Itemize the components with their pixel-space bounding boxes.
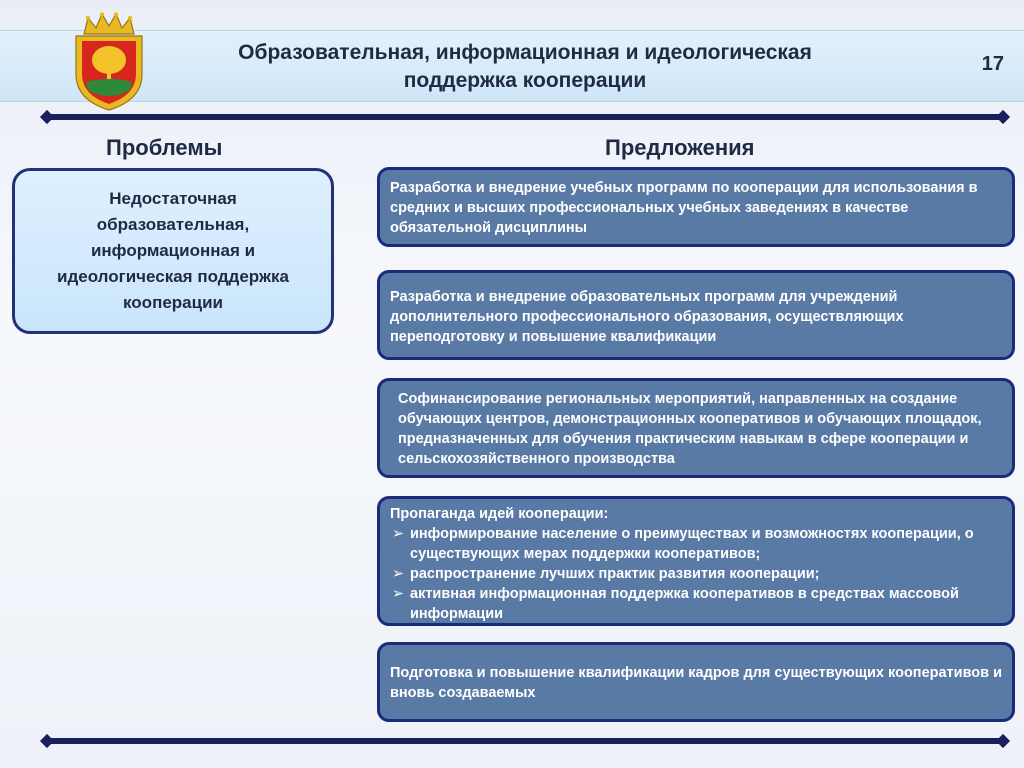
proposal-3-text: Софинансирование региональных мероприятий, направленных на создание обучающих центров, демонстрационных кооперативов и обучающих площадок, предназначенных для обучения практическим навыкам в сфере кооперации и сельскохозяйственного производства xyxy=(398,391,982,467)
proposal-4-list xyxy=(390,524,1002,624)
proposal-1 xyxy=(377,167,1015,247)
title-banner xyxy=(0,30,1024,102)
top-divider-right-diamond xyxy=(996,110,1010,124)
bottom-divider-left-diamond xyxy=(40,734,54,748)
top-divider xyxy=(48,114,1002,120)
problems-heading: Проблемы xyxy=(106,135,223,160)
proposal-4-item-1: информирование население о преимуществах и возможностях кооперации, о существующих мерах поддержки кооперативов; xyxy=(410,526,974,562)
top-divider-left-diamond xyxy=(40,110,54,124)
list-item xyxy=(390,584,1002,624)
list-item xyxy=(390,564,1002,584)
page-title-line-1: Образовательная, информационная и идеологическая xyxy=(238,41,812,64)
proposal-4 xyxy=(377,496,1015,626)
list-item xyxy=(390,524,1002,564)
proposal-4-intro: Пропаганда идей кооперации: xyxy=(390,506,609,522)
proposal-3 xyxy=(377,378,1015,478)
coat-of-arms-icon xyxy=(70,12,148,112)
proposal-2-text: Разработка и внедрение образовательных программ для учреждений дополнительного профессионального образования, осуществляющих переподготовку и повышение квалификации xyxy=(390,289,904,345)
proposal-2 xyxy=(377,270,1015,360)
chevron-right-icon: ➢ xyxy=(392,526,405,542)
proposal-4-item-2: распространение лучших практик развития кооперации; xyxy=(410,566,820,582)
problem-text: Недостаточная образовательная, информационная и идеологическая поддержка кооперации xyxy=(57,189,289,312)
page-title-line-2: поддержка кооперации xyxy=(403,69,647,92)
chevron-right-icon: ➢ xyxy=(392,586,405,602)
problem-box xyxy=(12,168,334,334)
page-title xyxy=(150,39,900,95)
proposal-5-text: Подготовка и повышение квалификации кадров для существующих кооперативов и вновь создаваемых xyxy=(390,665,1003,701)
bottom-divider-right-diamond xyxy=(996,734,1010,748)
proposal-4-item-3: активная информационная поддержка кооперативов в средствах массовой информации xyxy=(410,586,959,622)
chevron-right-icon: ➢ xyxy=(392,566,405,582)
bottom-divider xyxy=(48,738,1002,744)
proposals-heading: Предложения xyxy=(605,135,755,160)
proposal-1-text: Разработка и внедрение учебных программ по кооперации для использования в средних и высших профессиональных учебных заведениях в качестве обязательной дисциплины xyxy=(390,180,978,236)
page-number: 17 xyxy=(981,53,1004,75)
proposal-5 xyxy=(377,642,1015,722)
